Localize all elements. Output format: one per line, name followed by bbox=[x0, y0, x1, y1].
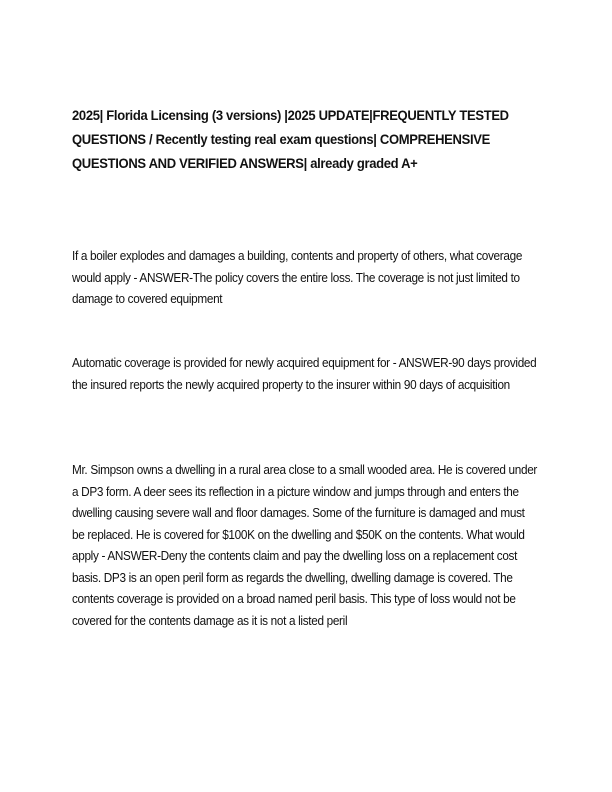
question-answer-item: Automatic coverage is provided for newly acquired equipment for - ANSWER-90 days provided the insured reports the newly acquired property to the insurer within 90 days of acquisition bbox=[72, 356, 537, 392]
document-title: 2025| Florida Licensing (3 versions) |2025 UPDATE|FREQUENTLY TESTED QUESTIONS / Recently testing real exam questions| COMPREHENSIVE QUESTIONS AND VERIFIED ANSWERS| already graded A+ bbox=[72, 107, 509, 171]
question-answer-item: If a boiler explodes and damages a building, contents and property of others, what coverage would apply - ANSWER-The policy covers the entire loss. The coverage is not just limited to damage to covered equipment bbox=[72, 249, 523, 306]
question-answer-item: Mr. Simpson owns a dwelling in a rural area close to a small wooded area. He is covered under a DP3 form. A deer sees its reflection in a picture window and jumps through and enters the dwelling causing severe wall and floor damages. Some of the furniture is damaged and must be replaced. He is covered for $100K on the dwelling and $50K on the contents. What would apply - ANSWER-Deny the contents claim and pay the dwelling loss on a replacement cost basis. DP3 is an open peril form as regards the dwelling, dwelling damage is covered. The contents coverage is provided on a broad named peril basis. This type of loss would not be covered for the contents damage as it is not a listed peril bbox=[72, 463, 538, 628]
